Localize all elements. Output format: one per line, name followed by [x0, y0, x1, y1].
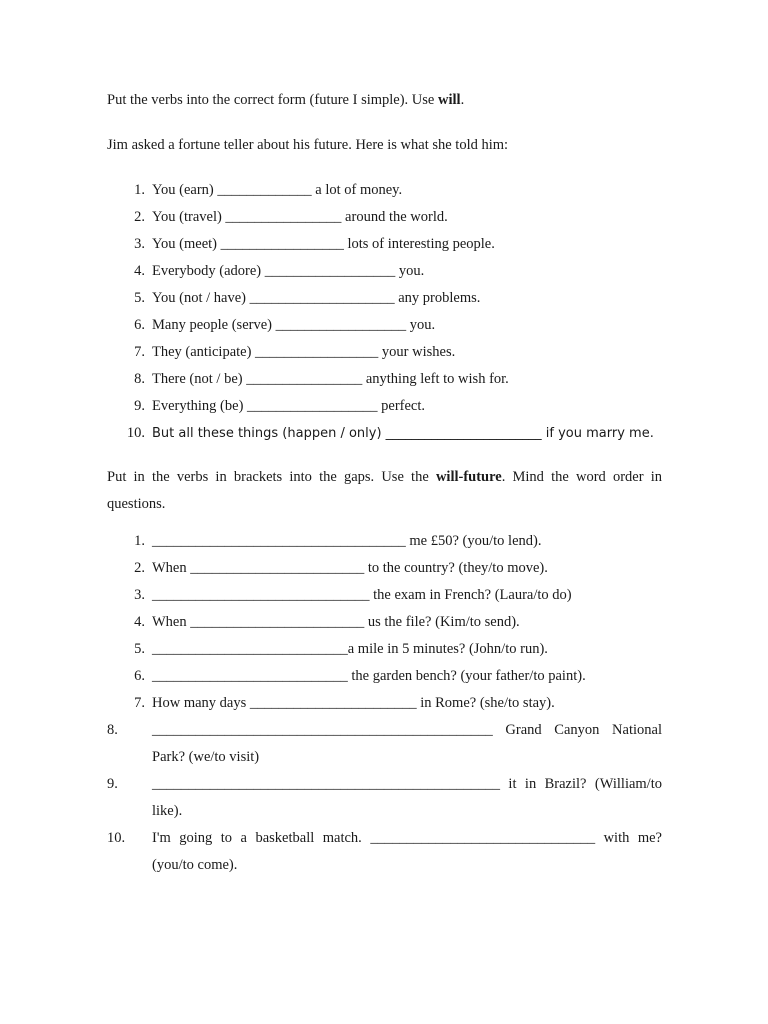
item-text: Everything (be) __________________ perfect.: [152, 398, 426, 414]
item-text: When ________________________ to the country? (they/to move).: [152, 560, 548, 576]
item-number: 6.: [134, 317, 145, 333]
item-text: ___________________________ the garden bench? (your father/to paint).: [152, 668, 586, 684]
item-text: You (travel) ________________ around the world.: [152, 209, 448, 225]
exercise-item: [107, 285, 662, 312]
item-text: Many people (serve) __________________ you.: [152, 317, 436, 333]
exercise-item: [107, 609, 662, 636]
section2-instruction: [107, 464, 662, 518]
item-text: You (not / have) ____________________ any problems.: [152, 290, 481, 306]
item-number: 7.: [134, 695, 145, 711]
item-number: 3.: [134, 236, 145, 252]
item-text: When ________________________ us the file? (Kim/to send).: [152, 614, 520, 630]
item-text: ________________________________________________ it in Brazil? (William/to like).: [152, 776, 662, 819]
item-number: 3.: [134, 587, 145, 603]
exercise-item: [107, 582, 662, 609]
exercise-item: [107, 771, 662, 825]
exercise-item: [107, 393, 662, 420]
exercise-item: [107, 339, 662, 366]
exercise-item: [107, 528, 662, 555]
item-text: ______________________________ the exam in French? (Laura/to do): [152, 587, 572, 603]
item-text: _______________________________________________ Grand Canyon National Park? (we/to visit): [152, 722, 662, 765]
item-number: 4.: [134, 614, 145, 630]
exercise-item: [107, 825, 662, 879]
instruction-bold: will-future: [435, 469, 502, 485]
item-number: 8.: [107, 722, 118, 738]
item-number: 9.: [134, 398, 145, 414]
item-text: ___________________________________ me £50? (you/to lend).: [152, 533, 542, 549]
item-number: 10.: [126, 425, 145, 441]
instruction-text-end: . Mind the word order in questions.: [107, 469, 662, 512]
exercise-item: [107, 663, 662, 690]
item-text: You (meet) _________________ lots of interesting people.: [152, 236, 495, 252]
item-number: 5.: [134, 641, 145, 657]
instruction-text: Put in the verbs in brackets into the gaps. Use the: [107, 469, 436, 485]
item-text: You (earn) _____________ a lot of money.: [152, 182, 403, 198]
exercise-item: [107, 204, 662, 231]
item-text: I'm going to a basketball match. _______________________________ with me? (you/to come).: [152, 830, 662, 873]
item-number: 1.: [134, 533, 145, 549]
exercise-item: [107, 366, 662, 393]
item-text: But all these things (happen / only) ________________________ if you marry me.: [152, 426, 654, 441]
section1-instruction: [107, 87, 662, 114]
item-text: Everybody (adore) __________________ you.: [152, 263, 425, 279]
instruction-text: Put the verbs into the correct form (future I simple). Use: [107, 92, 438, 108]
exercise-item: [107, 636, 662, 663]
item-text: ___________________________a mile in 5 minutes? (John/to run).: [152, 641, 548, 657]
exercise-item: [107, 690, 662, 717]
item-number: 1.: [134, 182, 145, 198]
item-text: How many days _______________________ in Rome? (she/to stay).: [152, 695, 555, 711]
exercise-item: [107, 555, 662, 582]
item-text: They (anticipate) _________________ your wishes.: [152, 344, 456, 360]
item-number: 4.: [134, 263, 145, 279]
item-text: There (not / be) ________________ anything left to wish for.: [152, 371, 509, 387]
item-number: 10.: [107, 830, 126, 846]
exercise-item: [107, 717, 662, 771]
item-number: 7.: [134, 344, 145, 360]
instruction-text-end: .: [460, 92, 465, 108]
item-number: 8.: [134, 371, 145, 387]
section2-exercise-list: [107, 528, 662, 879]
section1-intro: Jim asked a fortune teller about his future. Here is what she told him:: [107, 137, 509, 153]
item-number: 5.: [134, 290, 145, 306]
item-number: 2.: [134, 560, 145, 576]
item-number: 6.: [134, 668, 145, 684]
instruction-bold: will: [438, 92, 461, 108]
exercise-item: [107, 312, 662, 339]
exercise-item: [107, 177, 662, 204]
item-number: 9.: [107, 776, 118, 792]
section1-exercise-list: [107, 177, 662, 447]
exercise-item: [107, 420, 662, 447]
exercise-item: [107, 231, 662, 258]
exercise-item: [107, 258, 662, 285]
item-number: 2.: [134, 209, 145, 225]
